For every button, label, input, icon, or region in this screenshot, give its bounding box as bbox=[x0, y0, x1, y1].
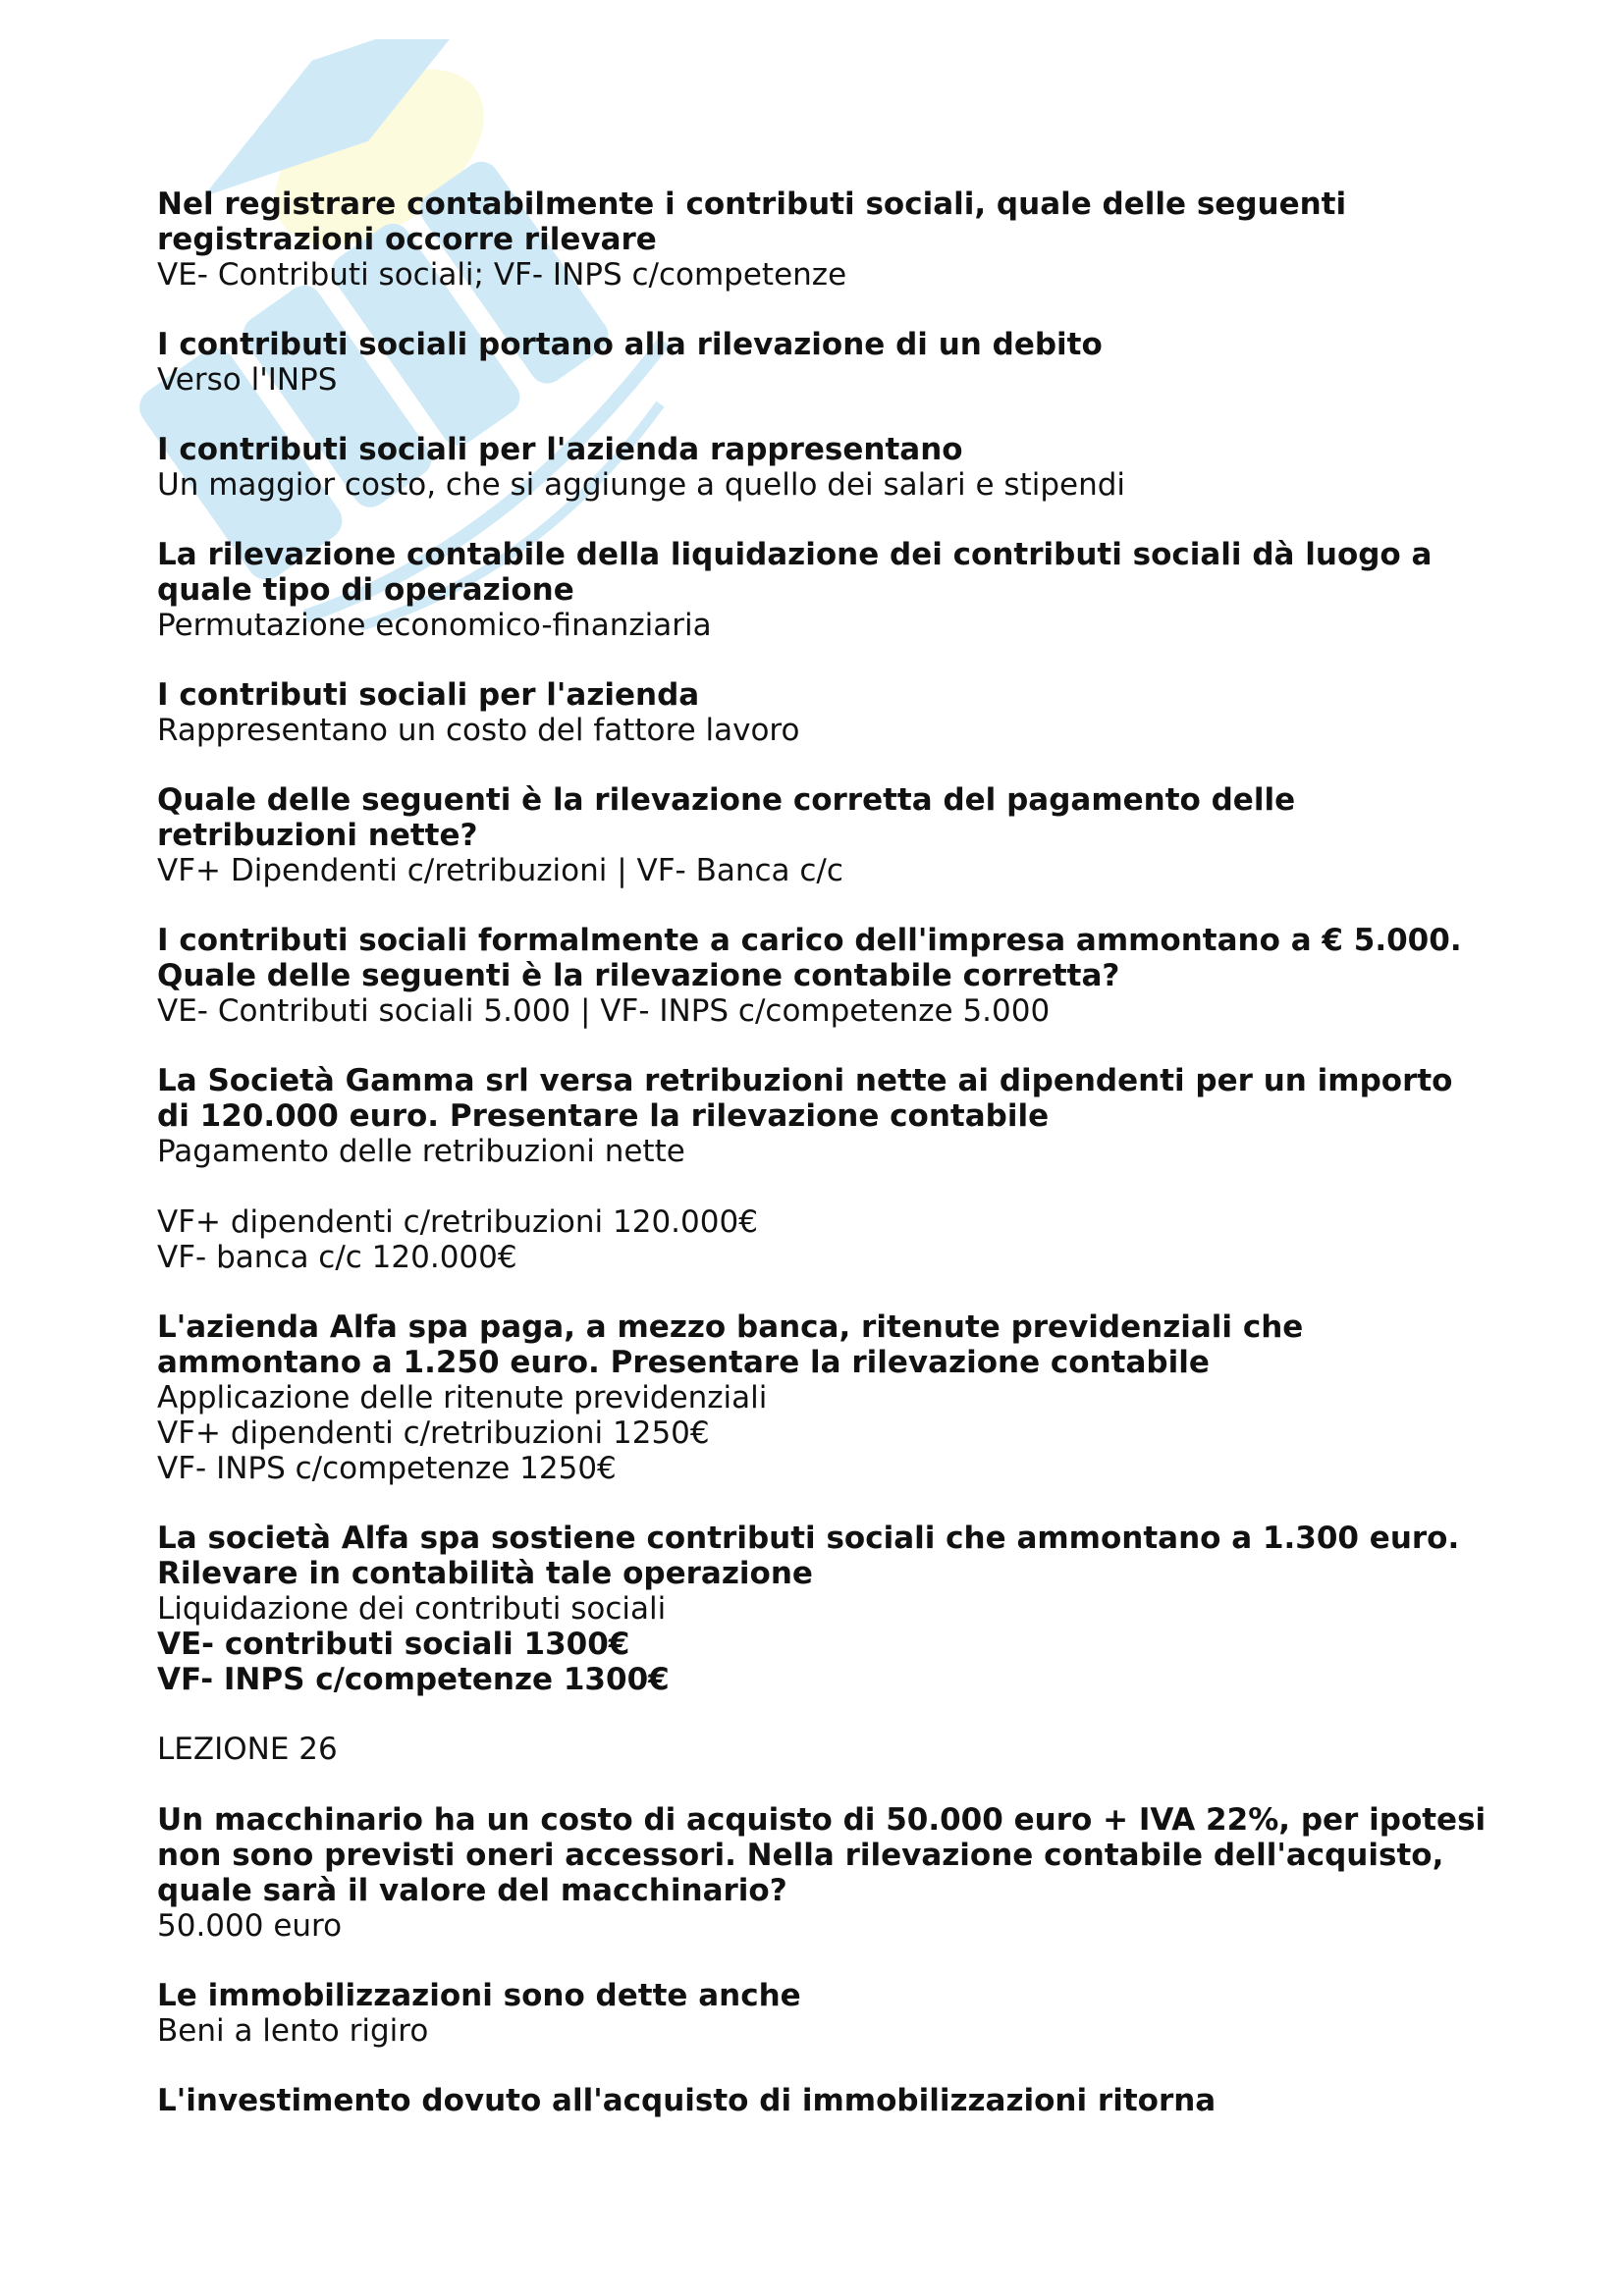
qa-block bbox=[157, 1802, 1492, 1944]
answer-line-bold: VE- contributi sociali 1300€ bbox=[157, 1627, 630, 1662]
answer-line: Permutazione economico-finanziaria bbox=[157, 608, 712, 643]
qa-list-2 bbox=[157, 1802, 1492, 2118]
qa-block bbox=[157, 187, 1492, 293]
answer-line: VE- Contributi sociali; VF- INPS c/competenze bbox=[157, 257, 847, 293]
question-line: L'azienda Alfa spa paga, a mezzo banca, ritenute previdenziali che bbox=[157, 1309, 1304, 1345]
question-line: Quale delle seguenti è la rilevazione corretta del pagamento delle bbox=[157, 782, 1296, 818]
question-line: non sono previsti oneri accessori. Nella rilevazione contabile dell'acquisto, bbox=[157, 1838, 1444, 1873]
qa-block bbox=[157, 677, 1492, 748]
question-line: I contributi sociali per l'azienda bbox=[157, 677, 700, 713]
answer-line: Verso l'INPS bbox=[157, 362, 338, 398]
answer-line: Liquidazione dei contributi sociali bbox=[157, 1591, 667, 1627]
question-line: Le immobilizzazioni sono dette anche bbox=[157, 1978, 801, 2013]
document-page bbox=[157, 187, 1492, 2153]
blank-line bbox=[157, 1169, 1492, 1204]
question-line: quale sarà il valore del macchinario? bbox=[157, 1873, 787, 1908]
question-line: retribuzioni nette? bbox=[157, 818, 478, 853]
answer-line: Un maggior costo, che si aggiunge a quello dei salari e stipendi bbox=[157, 467, 1126, 503]
answer-line: VF- INPS c/competenze 1250€ bbox=[157, 1451, 617, 1486]
qa-list bbox=[157, 187, 1492, 1697]
question-line: Quale delle seguenti è la rilevazione contabile corretta? bbox=[157, 958, 1120, 993]
question-line: registrazioni occorre rilevare bbox=[157, 222, 657, 257]
answer-line: VE- Contributi sociali 5.000 | VF- INPS c/competenze 5.000 bbox=[157, 993, 1051, 1029]
qa-block bbox=[157, 537, 1492, 643]
answer-line: VF- banca c/c 120.000€ bbox=[157, 1240, 517, 1275]
qa-block bbox=[157, 2083, 1492, 2118]
question-line: I contributi sociali portano alla rilevazione di un debito bbox=[157, 327, 1103, 362]
question-line: ammontano a 1.250 euro. Presentare la rilevazione contabile bbox=[157, 1345, 1210, 1380]
qa-block bbox=[157, 1309, 1492, 1486]
qa-block bbox=[157, 1063, 1492, 1275]
qa-block bbox=[157, 782, 1492, 888]
question-line: di 120.000 euro. Presentare la rilevazione contabile bbox=[157, 1098, 1050, 1134]
answer-line: Rappresentano un costo del fattore lavoro bbox=[157, 713, 800, 748]
question-line: I contributi sociali formalmente a carico dell'impresa ammontano a € 5.000. bbox=[157, 923, 1462, 958]
qa-block bbox=[157, 1521, 1492, 1697]
question-line: quale tipo di operazione bbox=[157, 572, 574, 608]
question-line: La società Alfa spa sostiene contributi sociali che ammontano a 1.300 euro. bbox=[157, 1521, 1460, 1556]
question-line: La Società Gamma srl versa retribuzioni nette ai dipendenti per un importo bbox=[157, 1063, 1453, 1098]
question-line: I contributi sociali per l'azienda rappresentano bbox=[157, 432, 963, 467]
answer-line: VF+ dipendenti c/retribuzioni 1250€ bbox=[157, 1415, 710, 1451]
answer-line: VF+ dipendenti c/retribuzioni 120.000€ bbox=[157, 1204, 758, 1240]
answer-line: 50.000 euro bbox=[157, 1908, 343, 1944]
answer-line: VF+ Dipendenti c/retribuzioni | VF- Banca c/c bbox=[157, 853, 843, 888]
question-line: Nel registrare contabilmente i contributi sociali, quale delle seguenti bbox=[157, 187, 1347, 222]
qa-block bbox=[157, 432, 1492, 503]
question-line: Un macchinario ha un costo di acquisto di 50.000 euro + IVA 22%, per ipotesi bbox=[157, 1802, 1487, 1838]
qa-block bbox=[157, 923, 1492, 1029]
lesson-heading: LEZIONE 26 bbox=[157, 1732, 338, 1767]
question-line: L'investimento dovuto all'acquisto di immobilizzazioni ritorna bbox=[157, 2083, 1217, 2118]
answer-line: Applicazione delle ritenute previdenziali bbox=[157, 1380, 768, 1415]
answer-line-bold: VF- INPS c/competenze 1300€ bbox=[157, 1662, 670, 1697]
question-line: Rilevare in contabilità tale operazione bbox=[157, 1556, 813, 1591]
qa-block bbox=[157, 327, 1492, 398]
answer-line: Beni a lento rigiro bbox=[157, 2013, 429, 2049]
answer-line: Pagamento delle retribuzioni nette bbox=[157, 1134, 685, 1169]
qa-block bbox=[157, 1978, 1492, 2049]
question-line: La rilevazione contabile della liquidazione dei contributi sociali dà luogo a bbox=[157, 537, 1433, 572]
